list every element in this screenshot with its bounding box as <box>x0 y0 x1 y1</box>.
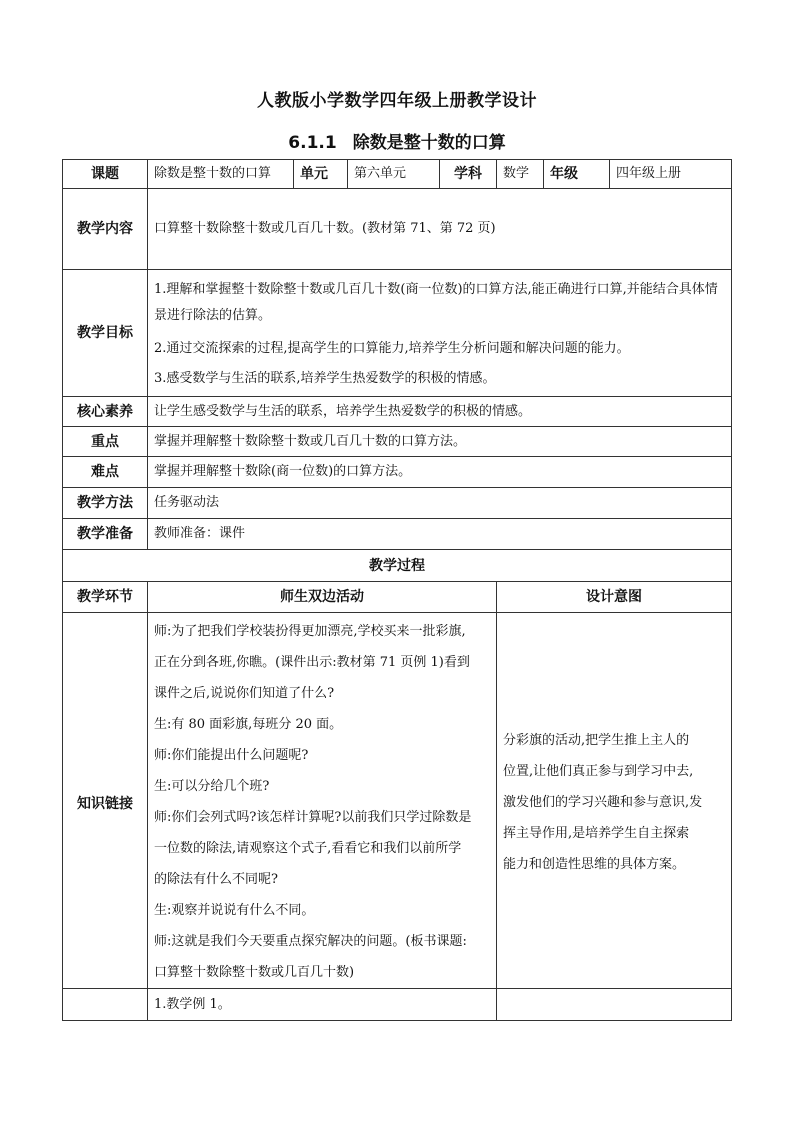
lesson-number: 6.1.1 <box>288 133 337 153</box>
process-section-title: 教学过程 <box>63 550 732 582</box>
activity-line: 师:这就是我们今天要重点探究解决的问题。(板书课题: <box>154 934 467 949</box>
activity-line: 生:观察并说说有什么不同。 <box>154 903 315 918</box>
intent-empty-cell <box>497 989 732 1021</box>
activity-line: 生:可以分给几个班? <box>154 779 270 794</box>
activity-line: 口算整十数除整十数或几百几十数) <box>154 965 355 980</box>
intent-line: 分彩旗的活动,把学生推上主人的 <box>503 732 690 748</box>
content-label: 教学内容 <box>63 189 148 270</box>
intent-column-header: 设计意图 <box>497 582 732 613</box>
key-point-value: 掌握并理解整十数除整十数或几百几十数的口算方法。 <box>148 427 732 457</box>
lesson-name: 除数是整十数的口算 <box>352 133 506 153</box>
method-row <box>63 488 732 519</box>
intent-cell <box>497 613 732 989</box>
stage-column-header: 教学环节 <box>63 582 148 613</box>
topic-label: 课题 <box>63 160 148 189</box>
subject-value: 数学 <box>497 160 544 189</box>
activity-line: 的除法有什么不同呢? <box>154 872 278 887</box>
process-row <box>63 613 732 989</box>
process-next-row <box>63 989 732 1021</box>
intent-line: 激发他们的学习兴趣和参与意识,发 <box>503 794 703 810</box>
prep-label: 教学准备 <box>63 519 148 550</box>
next-activity: 1.教学例 1。 <box>148 989 497 1021</box>
key-point-label: 重点 <box>63 427 148 457</box>
stage-empty-cell <box>63 989 148 1021</box>
prep-value: 教师准备：课件 <box>148 519 732 550</box>
activity-line: 一位数的除法,请观察这个式子,看看它和我们以前所学 <box>154 841 462 856</box>
subject-label: 学科 <box>440 160 497 189</box>
lesson-plan-table <box>62 159 732 1021</box>
content-value <box>148 189 732 270</box>
goals-row <box>63 270 732 397</box>
goals-label: 教学目标 <box>63 270 148 397</box>
activity-line: 正在分到各班,你瞧。(课件出示:教材第 71 页例 1)看到 <box>154 655 470 670</box>
activity-line: 师:为了把我们学校装扮得更加漂亮,学校买来一批彩旗, <box>154 624 466 639</box>
goal-item: 3.感受数学与生活的联系,培养学生热爱数学的积极的情感。 <box>154 371 496 386</box>
process-header-row <box>63 582 732 613</box>
activity-cell <box>148 613 497 989</box>
prep-row <box>63 519 732 550</box>
topic-value: 除数是整十数的口算 <box>148 160 294 189</box>
activity-line: 生:有 80 面彩旗,每班分 20 面。 <box>154 717 343 732</box>
activity-line: 师:你们会列式吗?该怎样计算呢?以前我们只学过除数是 <box>154 810 472 825</box>
literacy-label: 核心素养 <box>63 397 148 427</box>
activity-column-header: 师生双边活动 <box>148 582 497 613</box>
method-label: 教学方法 <box>63 488 148 519</box>
difficulty-row <box>63 457 732 488</box>
unit-value: 第六单元 <box>348 160 440 189</box>
difficulty-label: 难点 <box>63 457 148 488</box>
lesson-heading <box>0 128 794 153</box>
activity-line: 师:你们能提出什么问题呢? <box>154 748 309 763</box>
key-point-row <box>63 427 732 457</box>
topic-row <box>63 160 732 189</box>
intent-line: 能力和创造性思维的具体方案。 <box>503 856 686 872</box>
activity-line: 课件之后,说说你们知道了什么? <box>154 686 335 701</box>
method-value: 任务驱动法 <box>148 488 732 519</box>
intent-line: 位置,让他们真正参与到学习中去, <box>503 763 694 779</box>
goal-item: 2.通过交流探索的过程,提高学生的口算能力,培养学生分析问题和解决问题的能力。 <box>154 341 630 356</box>
goal-item: 1.理解和掌握整十数除整十数或几百几十数(商一位数)的口算方法,能正确进行口算,并能结合具体情景进行除法的估算。 <box>154 282 718 323</box>
goals-cell <box>148 270 732 397</box>
stage-knowledge-link: 知识链接 <box>63 613 148 989</box>
literacy-row <box>63 397 732 427</box>
unit-label: 单元 <box>294 160 348 189</box>
content-row <box>63 189 732 270</box>
process-title-row <box>63 550 732 582</box>
literacy-value: 让学生感受数学与生活的联系，培养学生热爱数学的积极的情感。 <box>148 397 732 427</box>
intent-line: 挥主导作用,是培养学生自主探索 <box>503 825 690 841</box>
difficulty-value: 掌握并理解整十数除(商一位数)的口算方法。 <box>148 457 732 488</box>
grade-label: 年级 <box>544 160 610 189</box>
content-text: 口算整十数除整十数或几百几十数。(教材第 71、第 72 页) <box>154 221 496 236</box>
grade-value: 四年级上册 <box>610 160 732 189</box>
document-title: 人教版小学数学四年级上册教学设计 <box>257 91 537 111</box>
